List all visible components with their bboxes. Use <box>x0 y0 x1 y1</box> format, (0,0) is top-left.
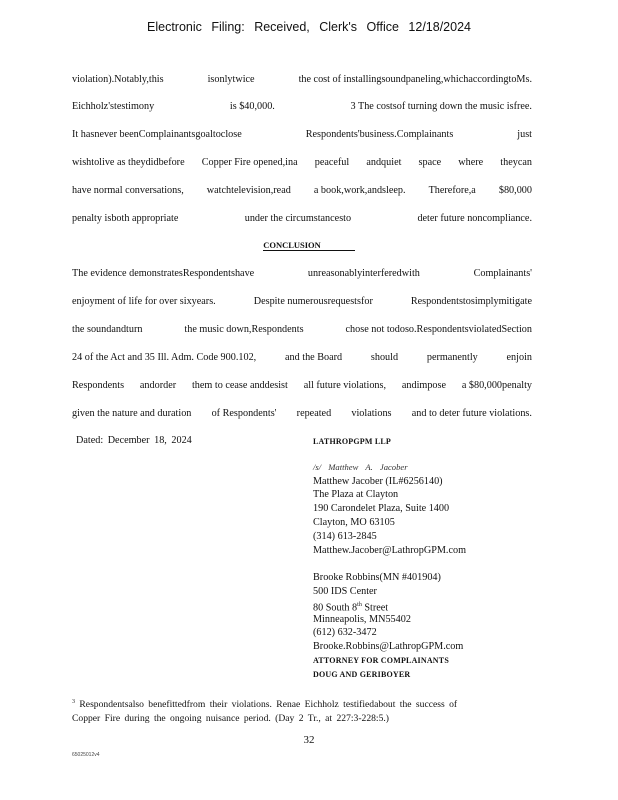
body-segment: Eichholz'stestimony <box>72 101 155 112</box>
conclusion-segment: of Respondents' <box>211 408 277 419</box>
conclusion-segment: unreasonablyinterferedwith <box>307 268 420 279</box>
conclusion-segment: should <box>370 352 399 363</box>
clients-line: DOUG AND GERIBOYER <box>313 669 411 679</box>
body-segment: violation).Notably,this <box>72 74 164 85</box>
conclusion-segment: the soundandturn <box>72 324 143 335</box>
body-segment: isonlytwice <box>207 74 255 85</box>
attorney-for-line: ATTORNEY FOR COMPLAINANTS <box>313 655 449 665</box>
conclusion-segment: and the Board <box>284 352 343 363</box>
body-segment: just <box>517 129 532 140</box>
footnote-line-2: Copper Fire during the ongoing nuisance period. (Day 2 Tr., at 227:3-228:5.) <box>72 713 389 724</box>
body-segment: watchtelevision,read <box>206 185 291 196</box>
filing-header: Electronic Filing: Received, Clerk's Office 12/18/2024 <box>147 20 471 34</box>
conclusion-segment: Respondents <box>72 380 125 391</box>
body-line <box>72 101 532 112</box>
conclusion-line <box>72 408 532 419</box>
conclusion-line <box>72 352 532 363</box>
body-segment: under the circumstancesto <box>244 213 352 224</box>
body-segment: a book,work,andsleep. <box>313 185 406 196</box>
conclusion-segment: enjoin <box>506 352 532 363</box>
sig-line-7: Brooke Robbins(MN #401904) <box>313 572 441 584</box>
sig-line-11: (612) 632-3472 <box>313 627 377 639</box>
body-segment: deter future noncompliance. <box>417 213 532 224</box>
conclusion-segment: given the nature and duration <box>72 408 192 419</box>
footnote-marker: 3 <box>72 699 75 705</box>
conclusion-segment: Despite numerousrequestsfor <box>253 296 373 307</box>
conclusion-line <box>72 296 532 307</box>
body-segment: $80,000 <box>498 185 532 196</box>
body-segment: Copper Fire opened,ina <box>201 157 298 168</box>
conclusion-segment: The evidence demonstratesRespondentshave <box>72 268 255 279</box>
body-segment: wishtolive as theydidbefore <box>72 157 185 168</box>
conclusion-segment: andimpose <box>401 380 446 391</box>
conclusion-segment: andorder <box>139 380 177 391</box>
page-number: 32 <box>303 734 315 746</box>
sig-line-8: 500 IDS Center <box>313 585 377 597</box>
conclusion-line <box>72 380 532 391</box>
conclusion-line <box>72 268 532 279</box>
conclusion-segment: Respondentstosimplymitigate <box>410 296 532 307</box>
dated-line: Dated: December 18, 2024 <box>76 435 192 446</box>
sig-line-1: The Plaza at Clayton <box>313 489 399 501</box>
body-line <box>72 157 532 168</box>
body-segment: the cost of installingsoundpaneling,whichaccordingtoMs. <box>298 74 532 85</box>
footnote-line-1: $^3$ Respondentsalso benefittedfrom their violations. Renae Eichholz testifiedabout the success of <box>72 699 458 711</box>
conclusion-segment: all future violations, <box>303 380 387 391</box>
firm-name: LATHROPGPM LLP <box>313 437 391 446</box>
sig-line-10: Minneapolis, MN55402 <box>313 613 411 625</box>
body-line <box>72 185 532 196</box>
body-segment: penalty isboth appropriate <box>72 213 179 224</box>
body-line <box>72 74 532 85</box>
conclusion-segment: repeated <box>296 408 332 419</box>
signature-block <box>313 435 466 682</box>
conclusion-segment: the music down,Respondents <box>184 324 304 335</box>
document-id: 65025012v4 <box>72 752 100 758</box>
body-segment: It hasnever beenComplainantsgoaltoclose <box>72 129 242 140</box>
conclusion-segment: 24 of the Act and 35 Ill. Adm. Code 900.102, <box>72 352 257 363</box>
body-segment: andquiet <box>366 157 402 168</box>
conclusion-segment: them to cease anddesist <box>191 380 288 391</box>
conclusion-segment: permanently <box>426 352 478 363</box>
conclusion-segment: violations <box>351 408 392 419</box>
conclusion-segment: Complainants' <box>473 268 532 279</box>
conclusion-segment: chose not todoso.RespondentsviolatedSection <box>345 324 532 335</box>
body-segment: space <box>418 157 442 168</box>
sig-line-0: Matthew Jacober (IL#6256140) <box>313 475 443 487</box>
body-segment: where <box>458 157 484 168</box>
sig-email-robbins: Brooke.Robbins@LathropGPM.com <box>313 641 464 653</box>
electronic-signature: /s/ Matthew A. Jacober <box>313 461 408 472</box>
body-segment: 3 The costsof turning down the music isfree. <box>350 101 532 112</box>
sig-line-2: 190 Carondelet Plaza, Suite 1400 <box>313 503 450 515</box>
body-line <box>72 213 532 224</box>
conclusion-segment: and to deter future violations. <box>411 408 532 419</box>
conclusion-segment: a $80,000penalty <box>461 380 532 391</box>
body-line <box>72 129 532 140</box>
body-segment: Respondents'business.Complainants <box>305 129 454 140</box>
body-segment: is $40,000. <box>229 101 275 112</box>
conclusion-segment: enjoyment of life for over sixyears. <box>72 296 216 307</box>
sig-spacer <box>313 557 466 571</box>
conclusion-heading: CONCLUSION <box>0 240 618 250</box>
sig-email-jacober: Matthew.Jacober@LathropGPM.com <box>313 544 467 556</box>
sig-line-4: (314) 613-2845 <box>313 530 377 542</box>
body-segment: Therefore,a <box>428 185 476 196</box>
sig-line-3: Clayton, MO 63105 <box>313 516 395 528</box>
body-segment: have normal conversations, <box>72 185 184 196</box>
sig-line-9: 80 South 8th Street <box>313 601 389 614</box>
body-segment: peaceful <box>314 157 350 168</box>
conclusion-line <box>72 324 532 335</box>
body-segment: theycan <box>500 157 532 168</box>
